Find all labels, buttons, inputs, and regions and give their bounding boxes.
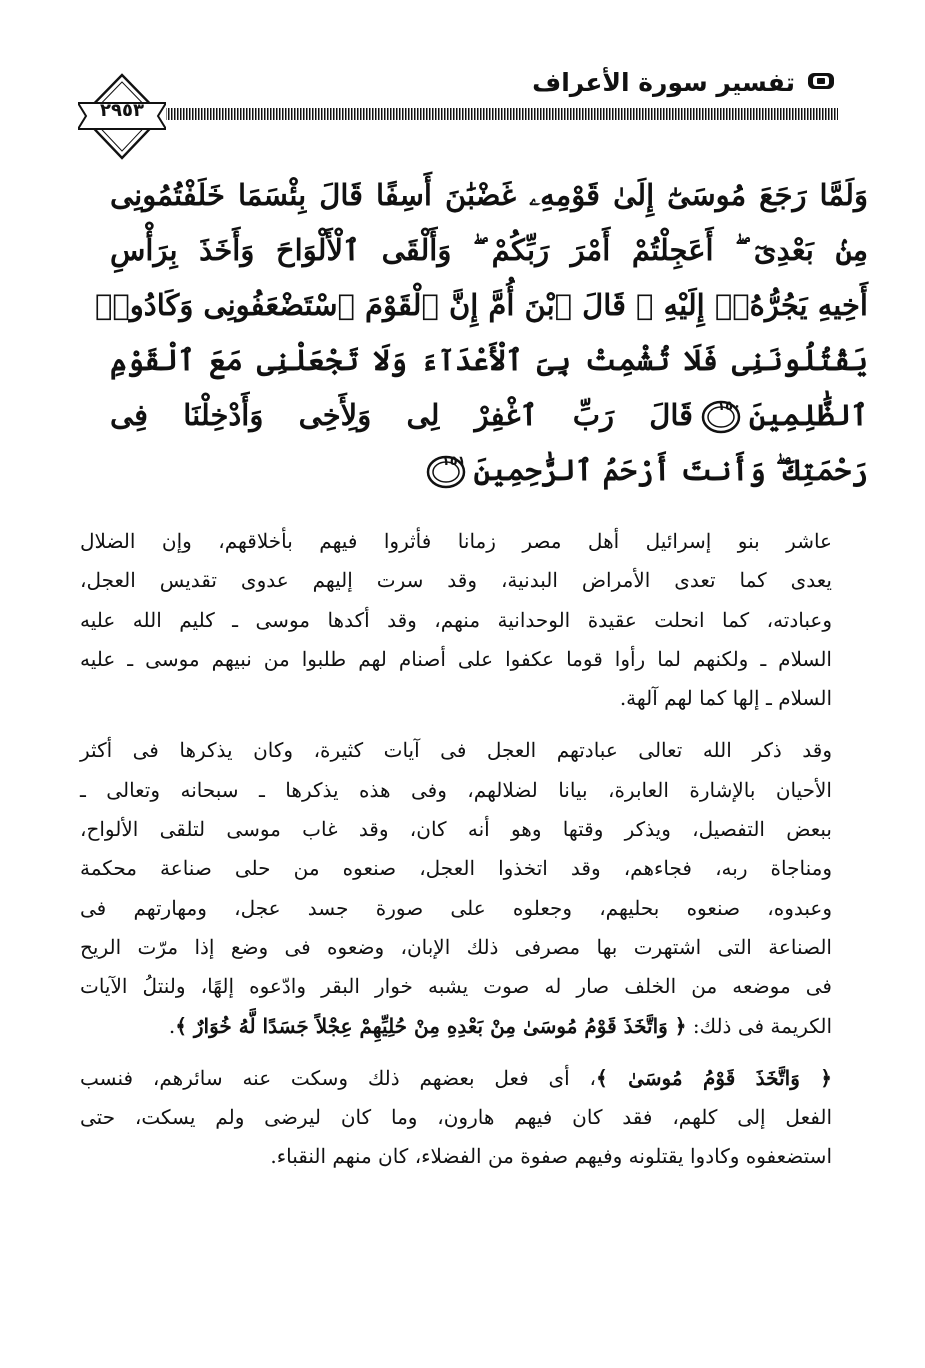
text-line: الصناعة التى اشتهرت بها مصرفى ذلك الإبان، وضعوه فى وضع إذا مرّت الريح: [80, 934, 832, 959]
text-line: استضعفوه وكادوا يقتلونه وفيهم صفوة من الفضلاء، كان منهم النقباء.: [270, 1144, 832, 1169]
text-line: يعدى كما تعدى الأمراض البدنية، وقد سرت إليهم عدوى تقديس العجل،: [80, 568, 833, 593]
ornament-icon: [806, 70, 836, 92]
verse-line: [110, 443, 868, 498]
quran-verses: [94, 168, 868, 498]
page-header: [70, 60, 850, 160]
verse-line: [110, 388, 868, 443]
text-line: ومناجاة ربه، فجاءهم، وقد اتخذوا العجل، صنعوه من حلى صناعة محكمة: [80, 856, 832, 881]
text-line: السلام ـ إلها كما لهم آلهة.: [619, 686, 832, 711]
paragraph: [80, 731, 832, 1045]
paragraph: [80, 522, 832, 718]
verse-line: مِنۢ بَعْدِىٓ ۖ أَعَجِلْتُمْ أَمْرَ رَبِّكُمْ ۖ وَأَلْقَى ٱلْأَلْوَاحَ وَأَخَذَ بِرَأْسِ: [110, 233, 868, 267]
quran-quote: ﴿ وَاتَّخَذَ قَوْمُ مُوسَىٰ ﴾: [596, 1065, 832, 1090]
text-line: [80, 1059, 832, 1098]
aya-number-marker: [701, 399, 741, 435]
text-line: الفعل إلى كلهم، فقد كان فيهم هارون، وما كان ليرضى ولم يسكت، حتى: [80, 1105, 832, 1130]
verse-text: ٱلظَّٰلِمِينَ: [749, 398, 868, 432]
text-line: [80, 1007, 832, 1046]
text-fragment: .: [168, 1013, 176, 1038]
aya-number: ١٥٠: [717, 399, 742, 414]
page-number: ٢٩٥٣: [100, 100, 144, 121]
header-rule: [156, 108, 838, 120]
text-line: وعبادته، كما انحلت عقيدة الوحدانية منهم، وقد أكدها موسى ـ كليم الله عليه: [80, 607, 832, 632]
text-line: عاشر بنو إسرائيل أهل مصر زمانا فأثروا فيهم بأخلاقهم، وإن الضلال: [80, 529, 832, 553]
aya-number-marker: [426, 454, 466, 490]
verse-line: أَخِيهِ يَجُرُّهُۥٓ إِلَيْهِ ۚ قَالَ ٱبْنَ أُمَّ إِنَّ ٱلْقَوْمَ ٱسْتَضْعَفُونِى وَكَادُوا۟: [94, 288, 868, 322]
verse-line: وَلَمَّا رَجَعَ مُوسَىٰٓ إِلَىٰ قَوْمِهِۦ غَضْبَٰنَ أَسِفًا قَالَ بِئْسَمَا خَلَفْتُمُونِى: [110, 178, 868, 212]
verse-text: رَحْمَتِكَ ۖ وَأَنتَ أَرْحَمُ ٱلرَّٰحِمِينَ: [473, 453, 868, 487]
running-title: تفسير سورة الأعراف: [532, 68, 795, 97]
verse-line: يَقْتُلُونَنِى فَلَا تُشْمِتْ بِىَ ٱلْأَعْدَآءَ وَلَا تَجْعَلْنِى مَعَ ٱلْقَوْمِ: [110, 343, 868, 377]
quran-quote: ﴿ وَاتَّخَذَ قَوْمُ مُوسَىٰ مِنْ بَعْدِهِ مِنْ حُلِيِّهِمْ عِجْلاً جَسَدًا لَّهُ خُوَارٌ ﴾: [175, 1013, 687, 1038]
text-line: ببعض التفصيل، ويذكر وقتها وهو أنه كان، وقد غاب موسى لتلقى الألواح،: [80, 817, 832, 842]
text-line: وعبدوه، صنعوه بحليهم، وجعلوه على صورة جسد عجل، ومهارتهم فى: [80, 895, 832, 920]
text-line: الأحيان بالإشارة العابرة، بيانا لضلالهم، وفى هذه يذكرها ـ سبحانه وتعالى ـ: [80, 777, 832, 802]
text-line: السلام ـ ولكنهم لما رأوا قوما عكفوا على أصنام لهم طلبوا من نبيهم موسى ـ عليه: [80, 646, 832, 671]
aya-number: ١٥١: [441, 454, 466, 469]
text-line: وقد ذكر الله تعالى عبادتهم العجل فى آيات كثيرة، وكان يذكرها فى أكثر: [80, 738, 832, 763]
paragraph: [80, 1059, 832, 1177]
text-line: فى موضعه من الخلف صار له صوت يشبه خوار البقر وادّعوه إلهًا، ولنتلُ الآيات: [80, 974, 832, 999]
text-fragment: الكريمة فى ذلك:: [686, 1013, 832, 1038]
commentary-text: [80, 522, 832, 1177]
verse-text: قَالَ رَبِّ ٱغْفِرْ لِى وَلِأَخِى وَأَدْخِلْنَا فِى: [110, 398, 694, 432]
text-fragment: ، أى فعل بعضهم ذلك وسكت عنه سائرهم، فنسب: [80, 1065, 596, 1090]
